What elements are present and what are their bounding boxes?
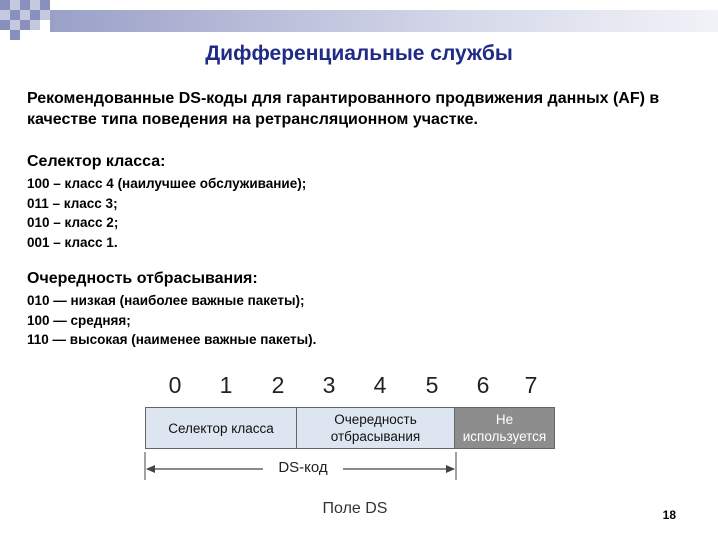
class-selector-list [27, 174, 306, 252]
class-selector-line: 001 – класс 1. [27, 234, 118, 250]
bit-number: 0 [168, 372, 182, 398]
field-class-selector-label: Селектор класса [168, 420, 274, 436]
drop-precedence-line: 110 — высокая (наименее важные пакеты). [27, 332, 317, 347]
slide-title: Дифференциальные службы [205, 42, 513, 65]
bit-number: 1 [219, 372, 233, 398]
field-drop-precedence-label: Очередность отбрасывания [330, 412, 421, 444]
field-unused-label: Не используется [462, 412, 547, 444]
intro-paragraph: Рекомендованные DS-коды для гарантированного продвижения данных (AF) в качестве типа поведения на ретрансляционном участке. [27, 90, 660, 128]
class-selector-line: 010 – класс 2; [27, 215, 119, 230]
class-selector-heading: Селектор класса: [27, 153, 166, 170]
drop-precedence-heading: Очередность отбрасывания: [27, 270, 258, 287]
drop-precedence-list [27, 291, 316, 350]
bit-number: 5 [425, 372, 439, 398]
bit-number: 4 [373, 372, 387, 398]
field-unused [455, 407, 555, 449]
bit-numbers [0, 372, 718, 400]
class-selector-line: 100 – класс 4 (наилучшее обслуживание); [27, 176, 307, 191]
decorative-checker-strip [0, 0, 718, 40]
bit-number: 6 [476, 372, 490, 398]
field-class-selector [145, 407, 297, 449]
field-drop-precedence [297, 407, 455, 449]
drop-precedence-line: 100 — средняя; [27, 312, 131, 328]
bit-number: 3 [322, 372, 336, 398]
bit-number: 2 [271, 372, 285, 398]
ds-field-caption: Поле DS [322, 500, 388, 517]
class-selector-line: 011 – класс 3; [27, 195, 118, 211]
bit-number: 7 [524, 372, 538, 398]
ds-code-label: DS-код [263, 459, 343, 476]
drop-precedence-line: 010 — низкая (наиболее важные пакеты); [27, 293, 305, 308]
page-number: 18 [662, 508, 676, 522]
